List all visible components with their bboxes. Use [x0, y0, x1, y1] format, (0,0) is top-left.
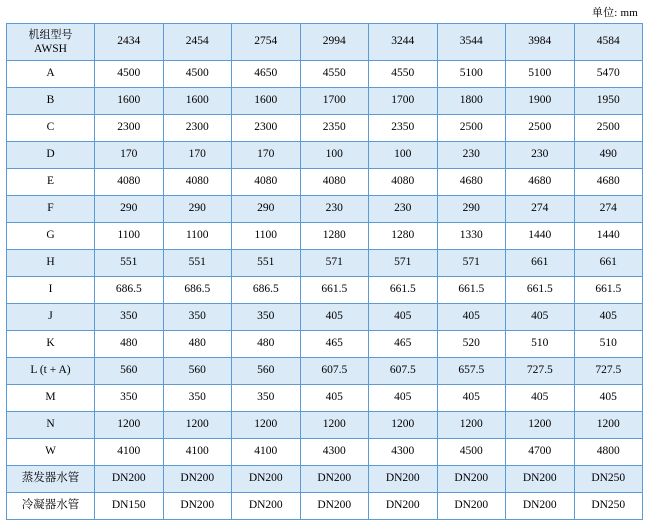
- table-cell: 1800: [437, 88, 506, 115]
- row-label: H: [7, 250, 95, 277]
- row-label: L (t + A): [7, 358, 95, 385]
- table-row: [7, 88, 643, 115]
- table-cell: DN200: [369, 493, 438, 520]
- table-cell: 350: [232, 385, 301, 412]
- table-cell: 520: [437, 331, 506, 358]
- table-cell: 1950: [574, 88, 643, 115]
- table-cell: 1280: [369, 223, 438, 250]
- table-cell: 4550: [369, 61, 438, 88]
- table-cell: 4700: [506, 439, 575, 466]
- table-cell: 727.5: [574, 358, 643, 385]
- row-label: M: [7, 385, 95, 412]
- table-row: [7, 304, 643, 331]
- table-cell: 274: [574, 196, 643, 223]
- table-cell: 350: [95, 304, 164, 331]
- table-cell: 405: [369, 304, 438, 331]
- table-cell: 1700: [369, 88, 438, 115]
- table-cell: DN250: [574, 466, 643, 493]
- table-row: [7, 169, 643, 196]
- table-row: [7, 277, 643, 304]
- row-label: 蒸发器水管: [7, 466, 95, 493]
- table-cell: 4800: [574, 439, 643, 466]
- table-cell: 405: [506, 304, 575, 331]
- table-row: [7, 223, 643, 250]
- table-cell: DN150: [95, 493, 164, 520]
- table-cell: 170: [95, 142, 164, 169]
- table-cell: 661.5: [300, 277, 369, 304]
- table-cell: 1200: [574, 412, 643, 439]
- table-cell: 290: [437, 196, 506, 223]
- table-cell: 4680: [574, 169, 643, 196]
- row-label: C: [7, 115, 95, 142]
- table-cell: 560: [232, 358, 301, 385]
- table-cell: DN200: [300, 466, 369, 493]
- table-cell: 510: [574, 331, 643, 358]
- table-cell: 4650: [232, 61, 301, 88]
- table-cell: DN200: [163, 493, 232, 520]
- row-label: G: [7, 223, 95, 250]
- table-cell: 1700: [300, 88, 369, 115]
- table-cell: 2350: [369, 115, 438, 142]
- row-label: B: [7, 88, 95, 115]
- table-cell: 405: [300, 304, 369, 331]
- table-cell: 4080: [369, 169, 438, 196]
- table-cell: 1100: [95, 223, 164, 250]
- model-header-line1: 机组型号: [28, 27, 73, 41]
- table-cell: 5470: [574, 61, 643, 88]
- table-cell: 405: [574, 304, 643, 331]
- table-cell: DN200: [506, 466, 575, 493]
- row-label: N: [7, 412, 95, 439]
- row-label: D: [7, 142, 95, 169]
- table-cell: 551: [163, 250, 232, 277]
- table-cell: 4080: [163, 169, 232, 196]
- table-cell: 465: [300, 331, 369, 358]
- table-cell: 4080: [300, 169, 369, 196]
- table-row: [7, 385, 643, 412]
- table-cell: 230: [369, 196, 438, 223]
- table-cell: 405: [300, 385, 369, 412]
- table-cell: 4300: [300, 439, 369, 466]
- model-header-3984: 3984: [506, 24, 575, 61]
- table-cell: 350: [163, 385, 232, 412]
- table-cell: 4100: [95, 439, 164, 466]
- model-header-2994: 2994: [300, 24, 369, 61]
- table-cell: 1200: [232, 412, 301, 439]
- table-cell: 290: [232, 196, 301, 223]
- row-label: W: [7, 439, 95, 466]
- table-cell: 4100: [163, 439, 232, 466]
- model-header-2434: 2434: [95, 24, 164, 61]
- model-header-4584: 4584: [574, 24, 643, 61]
- table-cell: 4080: [232, 169, 301, 196]
- table-cell: 230: [506, 142, 575, 169]
- table-header-row: [7, 24, 643, 61]
- table-cell: 686.5: [163, 277, 232, 304]
- table-row: [7, 493, 643, 520]
- table-cell: 571: [369, 250, 438, 277]
- table-cell: 5100: [506, 61, 575, 88]
- table-cell: 551: [232, 250, 301, 277]
- table-cell: 661: [506, 250, 575, 277]
- table-cell: 4680: [506, 169, 575, 196]
- table-cell: DN200: [232, 493, 301, 520]
- table-cell: 560: [95, 358, 164, 385]
- table-cell: 661.5: [437, 277, 506, 304]
- table-cell: 4500: [437, 439, 506, 466]
- table-cell: DN200: [369, 466, 438, 493]
- model-header-3244: 3244: [369, 24, 438, 61]
- table-cell: 290: [163, 196, 232, 223]
- table-cell: 350: [163, 304, 232, 331]
- row-label: F: [7, 196, 95, 223]
- table-cell: 510: [506, 331, 575, 358]
- table-cell: 405: [437, 304, 506, 331]
- table-cell: 560: [163, 358, 232, 385]
- row-label: I: [7, 277, 95, 304]
- table-row: [7, 331, 643, 358]
- table-cell: 490: [574, 142, 643, 169]
- table-cell: 661.5: [506, 277, 575, 304]
- table-row: [7, 250, 643, 277]
- table-cell: 661.5: [574, 277, 643, 304]
- table-row: [7, 115, 643, 142]
- table-cell: 170: [232, 142, 301, 169]
- table-cell: 100: [369, 142, 438, 169]
- table-cell: 1200: [437, 412, 506, 439]
- table-cell: 1200: [95, 412, 164, 439]
- table-cell: 1900: [506, 88, 575, 115]
- table-cell: 4680: [437, 169, 506, 196]
- table-cell: DN250: [574, 493, 643, 520]
- table-cell: 1440: [506, 223, 575, 250]
- table-cell: 1600: [95, 88, 164, 115]
- table-cell: 1100: [163, 223, 232, 250]
- table-cell: 350: [95, 385, 164, 412]
- table-cell: 657.5: [437, 358, 506, 385]
- table-cell: 274: [506, 196, 575, 223]
- table-cell: 1200: [369, 412, 438, 439]
- table-cell: 1200: [300, 412, 369, 439]
- table-cell: 1600: [163, 88, 232, 115]
- table-cell: 4080: [95, 169, 164, 196]
- table-cell: 230: [437, 142, 506, 169]
- table-cell: 2500: [506, 115, 575, 142]
- table-cell: 480: [163, 331, 232, 358]
- table-cell: 4100: [232, 439, 301, 466]
- table-cell: 1200: [506, 412, 575, 439]
- table-cell: DN200: [506, 493, 575, 520]
- table-cell: 1200: [163, 412, 232, 439]
- table-cell: 1440: [574, 223, 643, 250]
- table-cell: 465: [369, 331, 438, 358]
- table-cell: 571: [300, 250, 369, 277]
- table-cell: DN200: [163, 466, 232, 493]
- table-row: [7, 142, 643, 169]
- table-cell: 350: [232, 304, 301, 331]
- table-row: [7, 61, 643, 88]
- table-cell: 2500: [574, 115, 643, 142]
- row-label: A: [7, 61, 95, 88]
- table-cell: 1600: [232, 88, 301, 115]
- table-cell: 405: [437, 385, 506, 412]
- table-cell: 2300: [232, 115, 301, 142]
- table-cell: 1330: [437, 223, 506, 250]
- table-cell: 1100: [232, 223, 301, 250]
- table-cell: 551: [95, 250, 164, 277]
- table-cell: DN200: [437, 466, 506, 493]
- model-header-3544: 3544: [437, 24, 506, 61]
- table-cell: 100: [300, 142, 369, 169]
- table-cell: 571: [437, 250, 506, 277]
- table-cell: 290: [95, 196, 164, 223]
- table-cell: 661: [574, 250, 643, 277]
- table-cell: 480: [95, 331, 164, 358]
- table-row: [7, 466, 643, 493]
- row-label: K: [7, 331, 95, 358]
- table-cell: 686.5: [232, 277, 301, 304]
- model-header-cell: [7, 24, 95, 61]
- table-cell: 4500: [163, 61, 232, 88]
- table-row: [7, 196, 643, 223]
- table-cell: DN200: [437, 493, 506, 520]
- table-cell: 2300: [163, 115, 232, 142]
- row-label: J: [7, 304, 95, 331]
- table-cell: 607.5: [300, 358, 369, 385]
- table-row: [7, 358, 643, 385]
- table-cell: 607.5: [369, 358, 438, 385]
- table-cell: 480: [232, 331, 301, 358]
- table-row: [7, 439, 643, 466]
- table-cell: DN200: [300, 493, 369, 520]
- row-label: E: [7, 169, 95, 196]
- table-cell: 5100: [437, 61, 506, 88]
- table-cell: 727.5: [506, 358, 575, 385]
- table-cell: 661.5: [369, 277, 438, 304]
- table-cell: 405: [506, 385, 575, 412]
- table-cell: 230: [300, 196, 369, 223]
- table-cell: 2350: [300, 115, 369, 142]
- table-cell: 4300: [369, 439, 438, 466]
- unit-note: 单位: mm: [591, 7, 638, 19]
- table-body: [7, 24, 643, 520]
- table-cell: 2500: [437, 115, 506, 142]
- table-cell: 170: [163, 142, 232, 169]
- model-header-line2: AWSH: [34, 42, 67, 55]
- table-cell: 405: [574, 385, 643, 412]
- table-cell: DN200: [95, 466, 164, 493]
- table-cell: 4500: [95, 61, 164, 88]
- table-cell: 4550: [300, 61, 369, 88]
- table-cell: 405: [369, 385, 438, 412]
- table-cell: 2300: [95, 115, 164, 142]
- table-cell: 686.5: [95, 277, 164, 304]
- table-cell: 1280: [300, 223, 369, 250]
- table-cell: DN200: [232, 466, 301, 493]
- model-header-2754: 2754: [232, 24, 301, 61]
- row-label: 冷凝器水管: [7, 493, 95, 520]
- model-header-2454: 2454: [163, 24, 232, 61]
- dimension-spec-table: [6, 23, 643, 520]
- table-row: [7, 412, 643, 439]
